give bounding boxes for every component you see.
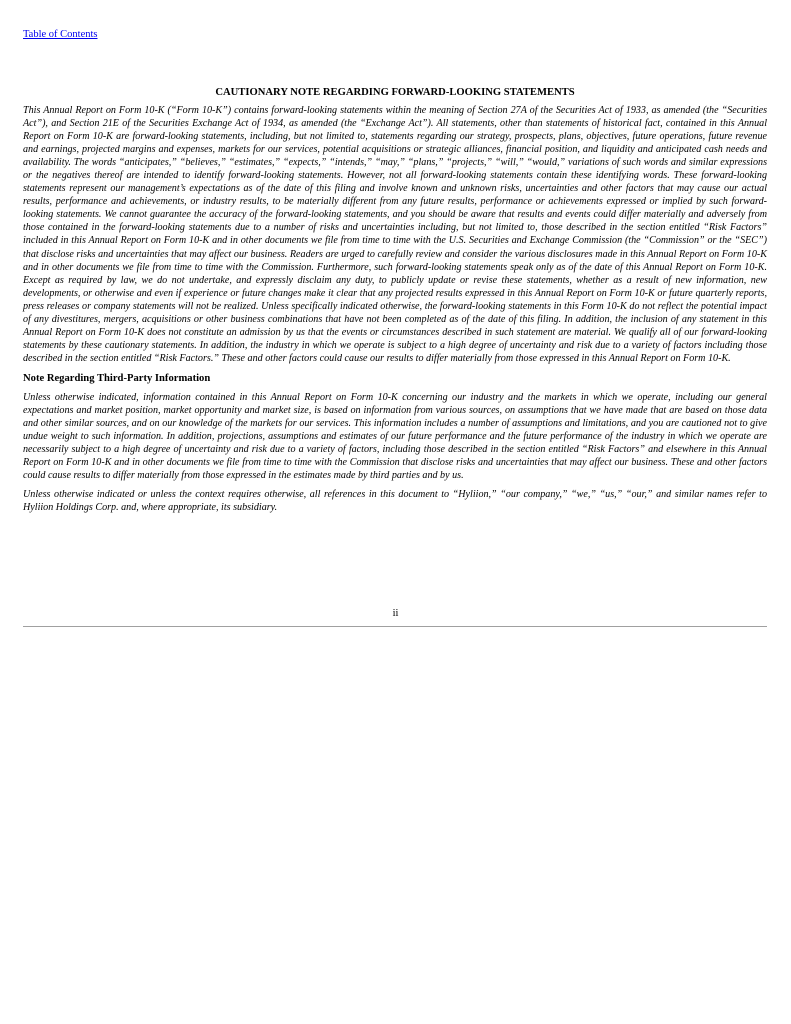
references-paragraph: Unless otherwise indicated or unless the context requires otherwise, all references in this document to “Hyliion,” “our company,” “we,” “us,” “our,” and similar names refer to Hyliion Holdings Corp. and, where appropriate, its subsidiary. — [23, 489, 767, 514]
table-of-contents-link[interactable]: Table of Contents — [23, 29, 98, 40]
third-party-heading: Note Regarding Third-Party Information — [23, 372, 211, 384]
forward-looking-paragraph: This Annual Report on Form 10-K (“Form 10-K”) contains forward-looking statements within the meaning of Section 27A of the Securities Act of 1933, as amended (the “Securities Act”), and Section 21E of the Securities Exchange Act of 1934, as amended (the “Exchange Act”). All statements, other than statements of historical fact, contained in this Annual Report on Form 10-K are forward-looking statements, including, but not limited to, statements regarding our strategy, prospects, plans, objectives, future operations, future revenue and earnings, projected margins and expenses, markets for our services, potential acquisitions or strategic alliances, financial position, and liquidity and anticipated cash needs and availability. The words “anticipates,” “believes,” “estimates,” “expects,” “intends,” “may,” “plans,” “projects,” “will,” “would,” variations of such words and similar expressions or the negatives thereof are intended to identify forward-looking statements. However, not all forward-looking statements contain these identifying words. These forward-looking statements represent our management’s expectations as of the date of this filing and involve known and unknown risks, uncertainties and other factors that may cause our actual results, performance and achievements, or industry results, to be materially different from any future results, performance or achievements expressed or implied by such forward-looking statements. We cannot guarantee the accuracy of the forward-looking statements, and you should be aware that results and events could differ materially and adversely from those contained in the forward-looking statements due to a number of risks and uncertainties including, but not limited to, those described in the section entitled “Risk Factors” included in this Annual Report on Form 10-K and in other documents we file from time to time with the U.S. Securities and Exchange Commission (the “Commission” or the “SEC”) that disclose risks and uncertainties that may affect our business. Readers are urged to carefully review and consider the various disclosures made in this Annual Report on Form 10-K and in other documents we file from time to time with the Commission. Furthermore, such forward-looking statements speak only as of the date of this Annual Report on Form 10-K. Except as required by law, we do not undertake, and expressly disclaim any duty, to publicly update or revise these statements, whether as a result of new information, new developments, or otherwise and even if experience or future changes make it clear that any projected results expressed in this Annual Report on Form 10-K or future quarterly reports, press releases or company statements will not be realized. Unless specifically indicated otherwise, the forward-looking statements in this Form 10-K do not reflect the potential impact of any divestitures, mergers, acquisitions or other business combinations that have not been completed as of the date of this filing. In addition, the inclusion of any statement in this Annual Report on Form 10-K does not constitute an admission by us that the events or circumstances described in such statement are material. We qualify all of our forward-looking statements by these cautionary statements. In addition, the industry in which we operate is subject to a high degree of uncertainty and risk due to a variety of factors including those described in the section entitled “Risk Factors.” These and other factors could cause our results to differ materially from those expressed in this Annual Report on Form 10-K. — [23, 105, 767, 364]
page-number: ii — [392, 608, 399, 619]
page-divider — [23, 626, 767, 627]
third-party-paragraph: Unless otherwise indicated, information contained in this Annual Report on Form 10-K concerning our industry and the markets in which we operate, including our general expectations and market position, market opportunity and market size, is based on information from various sources, on assumptions that we have made that are based on those data and other similar sources, and on our knowledge of the markets for our services. This information includes a number of assumptions and limitations, and you are cautioned not to give undue weight to such information. In addition, projections, assumptions and estimates of our future performance and the future performance of the industry in which we operate are necessarily subject to a high degree of uncertainty and risk due to a variety of factors, including those described in the section entitled “Risk Factors” and elsewhere in this Annual Report on Form 10-K and in other documents we file from time to time with the Commission that disclose risks and uncertainties that may affect our business. These and other factors could cause results to differ materially from those expressed in the estimates made by third parties and by us. — [23, 391, 767, 482]
section-heading: CAUTIONARY NOTE REGARDING FORWARD-LOOKING STATEMENTS — [215, 87, 575, 98]
document-body — [23, 86, 767, 514]
